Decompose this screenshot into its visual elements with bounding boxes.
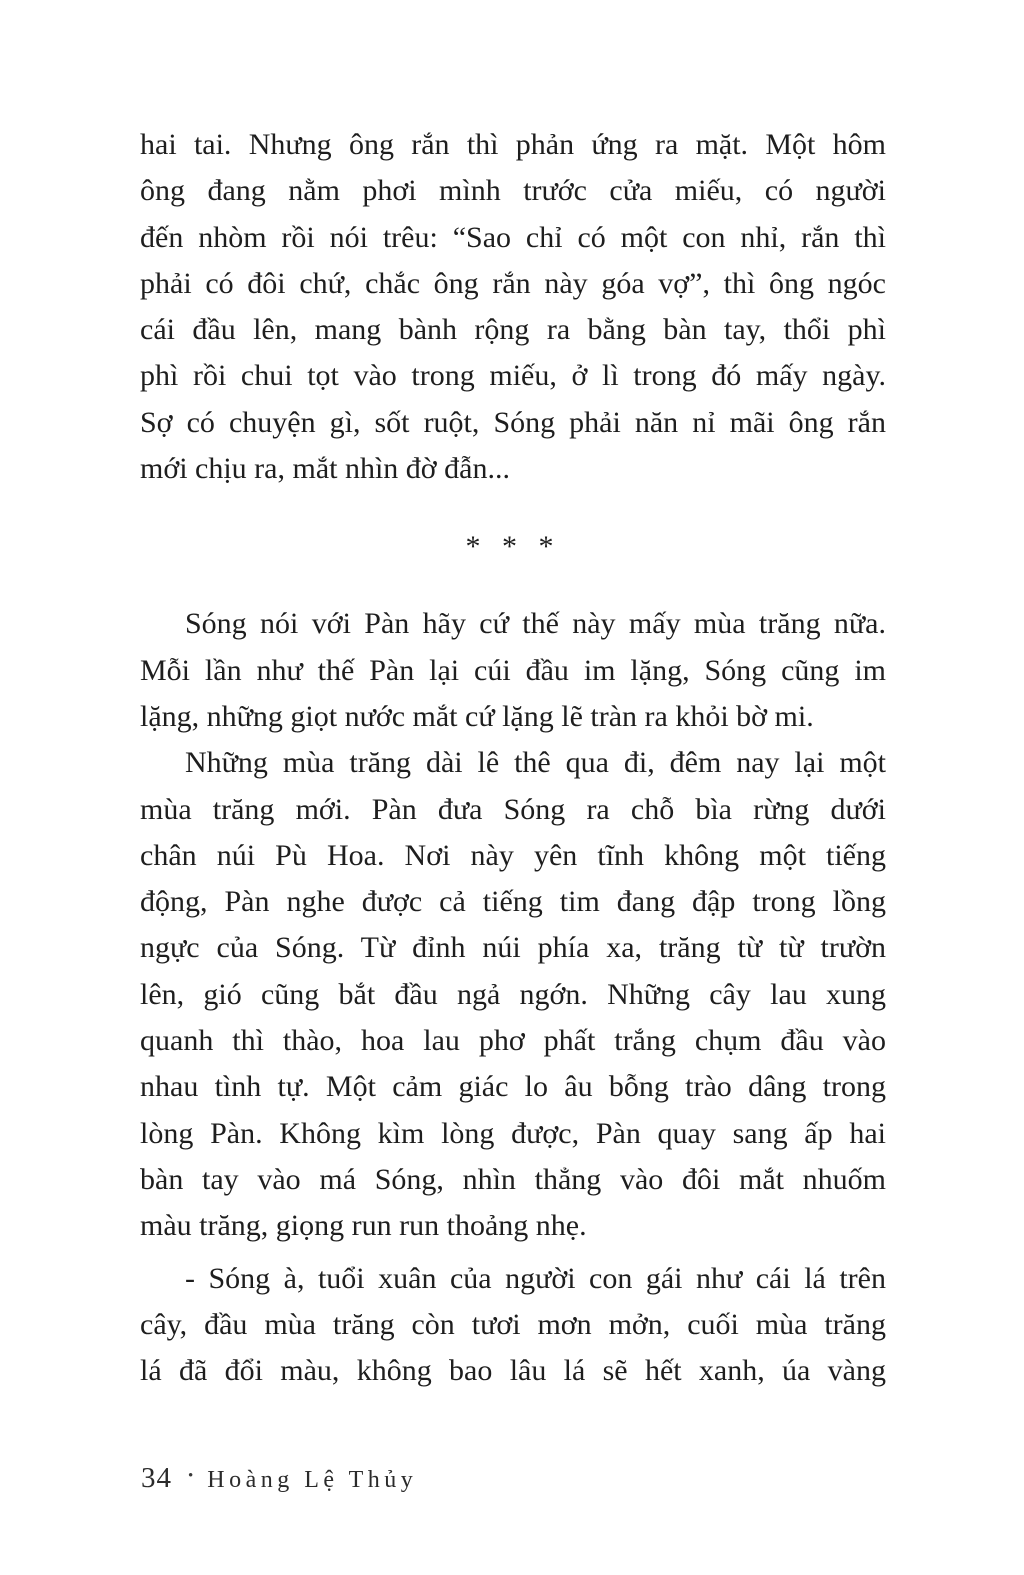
text-line: mùa trăng mới. Pàn đưa Sóng ra chỗ bìa rừng dưới	[140, 792, 886, 826]
dialogue-paragraph	[140, 1256, 886, 1395]
text-line: Sóng nói với Pàn hãy cứ thế này mấy mùa trăng nữa.	[185, 607, 886, 641]
text-line: ông đang nằm phơi mình trước cửa miếu, có người	[140, 174, 886, 208]
text-line: lá đã đổi màu, không bao lâu lá sẽ hết xanh, úa vàng	[140, 1354, 886, 1388]
text-line: cây, đầu mùa trăng còn tươi mơn mởn, cuối mùa trăng	[140, 1307, 886, 1341]
text-line: bàn tay vào má Sóng, nhìn thẳng vào đôi mắt nhuốm	[140, 1162, 886, 1196]
text-line: Sợ có chuyện gì, sốt ruột, Sóng phải năn nỉ mãi ông rắn	[140, 405, 886, 439]
text-line: ngực của Sóng. Từ đỉnh núi phía xa, trăng từ từ trườn	[140, 931, 886, 965]
text-line: đến nhòm rồi nói trêu: “Sao chỉ có một con nhỉ, rắn thì	[140, 220, 886, 254]
text-line: màu trăng, giọng run run thoảng nhẹ.	[140, 1209, 587, 1243]
page-footer	[141, 1462, 417, 1495]
text-line: mới chịu ra, mắt nhìn đờ đẫn...	[140, 452, 510, 486]
page-number: 34	[141, 1462, 172, 1494]
text-line: quanh thì thào, hoa lau phơ phất trắng chụm đầu vào	[140, 1024, 886, 1058]
text-line: Mỗi lần như thế Pàn lại cúi đầu im lặng, Sóng cũng im	[140, 653, 886, 687]
paragraph	[140, 740, 886, 1249]
text-line: cái đầu lên, mang bành rộng ra bằng bàn tay, thổi phì	[140, 313, 886, 347]
text-line: lặng, những giọt nước mắt cứ lặng lẽ tràn ra khỏi bờ mi.	[140, 699, 814, 733]
text-line: chân núi Pù Hoa. Nơi này yên tĩnh không một tiếng	[140, 838, 886, 872]
section-separator: * * *	[465, 529, 561, 563]
footer-separator-dot: •	[188, 1468, 194, 1484]
paragraph	[140, 601, 886, 740]
text-line: phải có đôi chứ, chắc ông rắn này góa vợ”, thì ông ngóc	[140, 266, 886, 300]
text-line: phì rồi chui tọt vào trong miếu, ở lì trong đó mấy ngày.	[140, 359, 886, 393]
text-line: nhau tình tự. Một cảm giác lo âu bỗng trào dâng trong	[140, 1070, 886, 1104]
paragraph	[140, 122, 886, 492]
text-line: hai tai. Nhưng ông rắn thì phản ứng ra mặt. Một hôm	[140, 128, 886, 161]
text-line: Những mùa trăng dài lê thê qua đi, đêm nay lại một	[185, 746, 886, 780]
text-line: lòng Pàn. Không kìm lòng được, Pàn quay sang ấp hai	[140, 1116, 886, 1150]
page-body-text	[140, 122, 886, 1394]
text-line: - Sóng à, tuổi xuân của người con gái như cái lá trên	[185, 1261, 886, 1295]
text-line: lên, gió cũng bắt đầu ngả ngớn. Những cây lau xung	[140, 977, 886, 1011]
text-line: động, Pàn nghe được cả tiếng tim đang đập trong lồng	[140, 885, 886, 919]
author-name: Hoàng Lệ Thủy	[207, 1467, 418, 1493]
